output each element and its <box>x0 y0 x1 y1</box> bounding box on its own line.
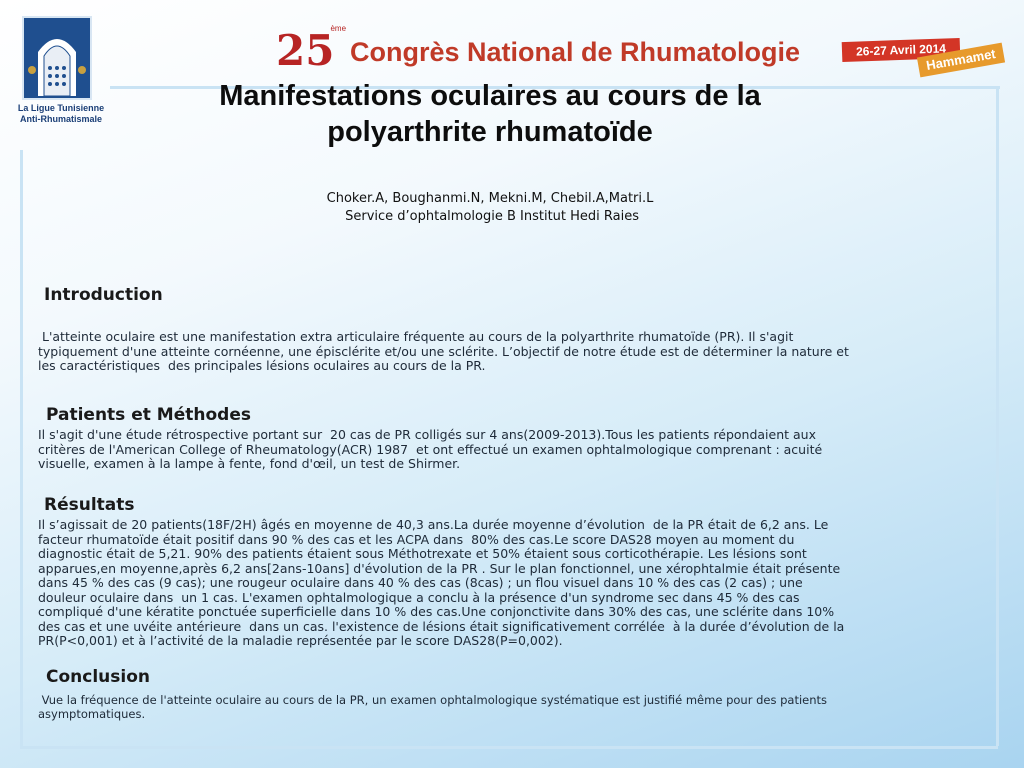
poster-title-line2: polyarthrite rhumatoïde <box>327 116 653 148</box>
logo-caption <box>8 103 114 125</box>
author-affiliation: Service d’ophtalmologie B Institut Hedi Raies <box>340 209 640 224</box>
frame-right-line <box>996 86 999 746</box>
introduction-heading: Introduction <box>44 285 163 305</box>
congress-name: Congrès National de Rhumatologie <box>350 37 801 67</box>
author-names: Choker.A, Boughanmi.N, Mekni.M, Chebil.A,Matri.L <box>326 191 654 206</box>
congress-banner <box>276 22 801 75</box>
authors-block <box>250 190 730 226</box>
methods-heading: Patients et Méthodes <box>46 405 251 425</box>
date-badge: 26-27 Avril 2014 <box>842 38 961 62</box>
congress-superscript: ème <box>330 24 347 33</box>
frame-left-line <box>20 150 23 748</box>
place-badge: Hammamet <box>917 43 1005 78</box>
logo-caption-line2: Anti-Rhumatismale <box>19 114 102 124</box>
methods-text: Il s'agit d'une étude rétrospective portant sur 20 cas de PR colligés sur 4 ans(2009-2013).Tous les patients répondaient aux critères de l'American College of Rheumatology(ACR) 1987 et ont effectué un examen ophtalmologique comprenant : acuité visuelle, examen à la lampe à fente, fond d'œil, un test de Shirmer. <box>38 427 823 471</box>
results-text: Il s’agissait de 20 patients(18F/2H) âgés en moyenne de 40,3 ans.La durée moyenne d’évolution de la PR était de 6,2 ans. Le facteur rhumatoïde était positif dans 90 % des cas et les ACPA dans 80% des cas.Le score DAS28 moyen au moment du diagnostic était de 5,21. 90% des patients étaient sous Méthotrexate et 50% étaient sous corticothérapie. Les lésions sont apparues,en moyenne,après 6,2 ans[2ans-10ans] d'évolution de la PR . Sur le plan fonctionnel, une xérophtalmie était présente dans 45 % des cas (9 cas); une rougeur oculaire dans 40 % des cas (8cas) ; un flou visuel dans 10 % des cas (2 cas) ; une douleur oculaire dans un 1 cas. L'examen ophtalmologique a conclu à la présence d'un syndrome sec dans 45 % des cas compliqué d'une kératite ponctuée superficielle dans 10 % des cas.Une conjonctivite dans 30% des cas, une sclérite dans 10% des cas et une uvéite antérieure dans un cas. l'existence de lésions était significativement corrélée à la durée d’évolution de la PR(P<0,001) et à l’activité de la maladie représentée par le score DAS28(P=0,002). <box>38 517 845 648</box>
league-logo-icon <box>24 18 90 98</box>
league-logo <box>22 16 92 100</box>
logo-caption-line1: La Ligue Tunisienne <box>17 103 105 113</box>
poster-title-line1: Manifestations oculaires au cours de la <box>219 80 761 112</box>
poster-title <box>110 78 870 150</box>
conclusion-heading: Conclusion <box>46 667 150 687</box>
conclusion-text: Vue la fréquence de l'atteinte oculaire au cours de la PR, un examen ophtalmologique systématique est justifié même pour des patients asymptomatiques. <box>38 693 828 721</box>
introduction-text: L'atteinte oculaire est une manifestation extra articulaire fréquente au cours de la polyarthrite rhumatoïde (PR). Il s'agit typiquement d'une atteinte cornéenne, une épisclérite et/ou une sclérite. L’objectif de notre étude est de déterminer la nature et les caractéristiques des principales lésions oculaires au cours de la PR. <box>38 329 849 373</box>
results-heading: Résultats <box>44 495 135 515</box>
frame-bottom-line <box>20 746 998 749</box>
congress-number: 25 <box>276 26 335 75</box>
